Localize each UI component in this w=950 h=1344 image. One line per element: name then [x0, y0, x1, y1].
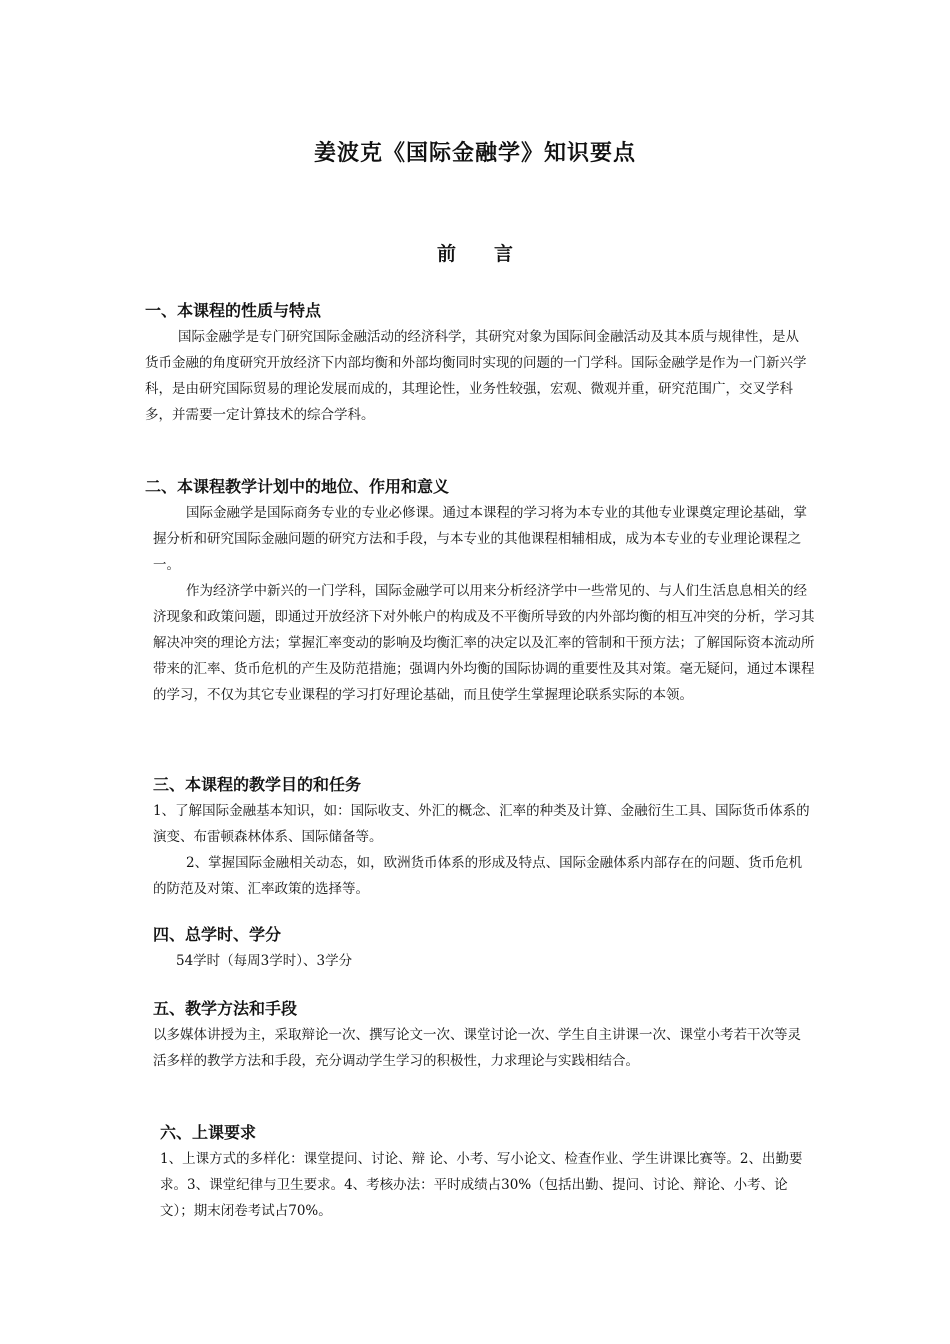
section-6 [160, 1122, 805, 1224]
section-paragraph: 1、上课方式的多样化：课堂提问、讨论、辩 论、小考、写小论文、检查作业、学生讲课比赛等。2、出勤要求。3、课堂纪律与卫生要求。4、考核办法：平时成绩占30%（包括出勤、提问、讨论、辩论、小考、论文）；期末闭卷考试占70%。 [160, 1151, 803, 1219]
section-heading: 五、教学方法和手段 [153, 999, 298, 1018]
document-title: 姜波克《国际金融学》知识要点 [313, 141, 636, 166]
section-4 [153, 924, 810, 974]
section-3 [153, 774, 810, 902]
section-paragraph: 1、了解国际金融基本知识，如：国际收支、外汇的概念、汇率的种类及计算、金融衍生工具、国际货币体系的演变、布雷顿森林体系、国际储备等。 [153, 803, 810, 845]
section-paragraph: 以多媒体讲授为主，采取辩论一次、撰写论文一次、课堂讨论一次、学生自主讲课一次、课堂小考若干次等灵活多样的教学方法和手段，充分调动学生学习的积极性，力求理论与实践相结合。 [153, 1027, 801, 1069]
section-heading: 六、上课要求 [160, 1123, 257, 1142]
section-5 [153, 998, 813, 1074]
section-paragraph: 2、掌握国际金融相关动态，如，欧洲货币体系的形成及特点、国际金融体系内部存在的问题、货币危机的防范及对策、汇率政策的选择等。 [153, 855, 803, 897]
section-paragraph: 作为经济学中新兴的一门学科，国际金融学可以用来分析经济学中一些常见的、与人们生活息息相关的经济现象和政策问题，即通过开放经济下对外帐户的构成及不平衡所导致的内外部均衡的相互冲突的分析，学习其解决冲突的理论方法；掌握汇率变动的影响及均衡汇率的决定以及汇率的管制和干预方法；了解国际资本流动所带来的汇率、货币危机的产生及防范措施；强调内外均衡的国际协调的重要性及其对策。毫无疑问，通过本课程的学习，不仅为其它专业课程的学习打好理论基础，而且使学生掌握理论联系实际的本领。 [153, 583, 815, 703]
section-heading: 一、本课程的性质与特点 [145, 301, 322, 320]
preface-heading: 前言 [436, 243, 551, 265]
section-2 [145, 476, 817, 708]
section-heading: 四、总学时、学分 [153, 925, 282, 944]
section-paragraph: 54学时（每周3学时）、3学分 [176, 953, 353, 969]
section-1 [145, 300, 810, 428]
section-heading: 二、本课程教学计划中的地位、作用和意义 [145, 477, 450, 496]
section-heading: 三、本课程的教学目的和任务 [153, 775, 362, 794]
section-paragraph: 国际金融学是专门研究国际金融活动的经济科学，其研究对象为国际间金融活动及其本质与规律性，是从货币金融的角度研究开放经济下内部均衡和外部均衡同时实现的问题的一门学科。国际金融学是作为一门新兴学科，是由研究国际贸易的理论发展而成的，其理论性，业务性较强，宏观、微观并重，研究范围广，交叉学科多，并需要一定计算技术的综合学科。 [145, 329, 807, 423]
section-paragraph: 国际金融学是国际商务专业的专业必修课。通过本课程的学习将为本专业的其他专业课奠定理论基础，掌握分析和研究国际金融问题的研究方法和手段，与本专业的其他课程相辅相成，成为本专业的专业理论课程之一。 [153, 505, 807, 573]
